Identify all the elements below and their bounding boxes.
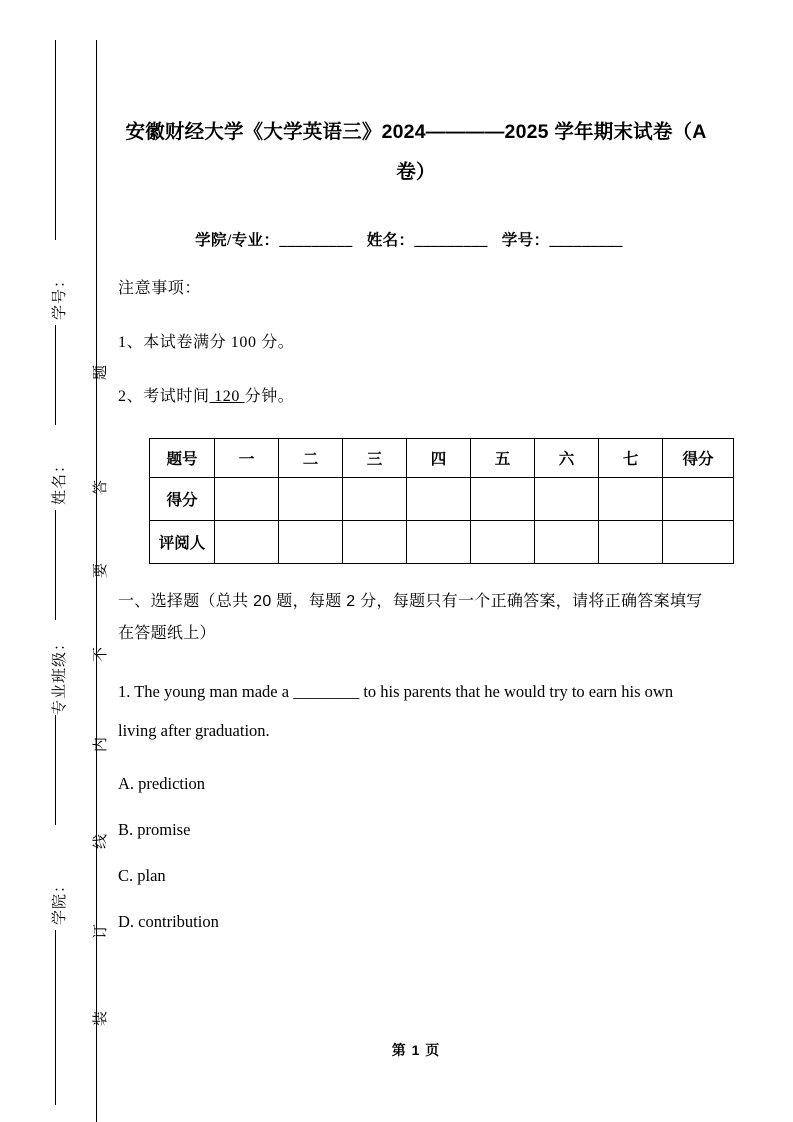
score-table-header-cell: 一 (215, 439, 279, 478)
table-row (150, 478, 734, 521)
question-1-option-c[interactable]: C. plan (118, 866, 166, 885)
seal-outer-rule-segment (55, 325, 56, 425)
score-table-header-cell: 七 (599, 439, 663, 478)
document-body (118, 0, 714, 1122)
student-id-field (502, 232, 623, 249)
table-row (150, 521, 734, 564)
note-item-2 (118, 382, 714, 412)
grader-cell[interactable] (215, 521, 279, 564)
college-major-field (195, 232, 353, 249)
question-1-option-d[interactable]: D. contribution (118, 912, 219, 931)
seal-char-zhuang: 装 (93, 1010, 109, 1026)
student-info-line (118, 228, 714, 250)
question-1-stem: 1. The young man made a ________ to his parents that he would try to earn his own living after graduation. (118, 682, 674, 740)
score-table-header-cell: 五 (471, 439, 535, 478)
seal-char-xian: 线 (93, 833, 109, 849)
question-1-option-a[interactable]: A. prediction (118, 774, 206, 793)
seal-char-nei: 内 (93, 736, 109, 752)
score-table-header-cell: 三 (343, 439, 407, 478)
grader-cell[interactable] (471, 521, 535, 564)
seal-char-yao: 要 (93, 562, 109, 578)
name-blank[interactable]: _________ (414, 232, 488, 249)
section-heading-multiple-choice: 一、选择题（总共 20 题，每题 2 分，每题只有一个正确答案，请将正确答案填写在答题纸上） (118, 593, 703, 642)
seal-outer-rule-segment (55, 510, 56, 620)
table-row (150, 439, 734, 478)
grader-cell[interactable] (599, 521, 663, 564)
score-cell[interactable] (343, 478, 407, 521)
grader-cell[interactable] (279, 521, 343, 564)
seal-char-bu: 不 (93, 646, 109, 662)
seal-inner-rule (96, 40, 97, 1122)
grader-cell[interactable] (343, 521, 407, 564)
score-cell[interactable] (471, 478, 535, 521)
score-cell[interactable] (279, 478, 343, 521)
name-label: 姓名： (366, 232, 415, 249)
note-item-2-suffix: 分钟。 (244, 388, 295, 405)
score-row-label: 得分 (150, 478, 215, 521)
score-table-container (118, 438, 714, 564)
score-cell[interactable] (599, 478, 663, 521)
score-table-header-cell: 得分 (663, 439, 734, 478)
seal-outer-rule-segment (55, 930, 56, 1105)
score-table-header-cell: 题号 (150, 439, 215, 478)
seal-char-ding: 订 (93, 923, 109, 939)
seal-label-name: 姓名： (52, 456, 68, 505)
grader-cell[interactable] (407, 521, 471, 564)
grader-cell[interactable] (663, 521, 734, 564)
score-table (149, 438, 734, 564)
exam-duration-value: 120 (209, 388, 245, 405)
note-item-1: 1、本试卷满分 100 分。 (118, 334, 295, 351)
question-1-option-b[interactable]: B. promise (118, 820, 191, 839)
seal-outer-rule-segment (55, 40, 56, 240)
college-major-label: 学院/专业： (195, 232, 280, 249)
score-cell[interactable] (407, 478, 471, 521)
seal-label-major-class: 专业班级： (52, 634, 68, 715)
note-item-2-prefix: 2、考试时间 (118, 388, 210, 405)
seal-label-student-id: 学号： (52, 271, 68, 320)
score-cell[interactable] (215, 478, 279, 521)
sealing-margin (0, 0, 118, 1122)
score-table-header-cell: 四 (407, 439, 471, 478)
seal-char-ti: 题 (93, 364, 109, 380)
page-title: 安徽财经大学《大学英语三》2024————2025 学年期末试卷（A 卷） (125, 121, 707, 183)
score-table-header-cell: 六 (535, 439, 599, 478)
score-row-label: 评阅人 (150, 521, 215, 564)
student-id-blank[interactable]: _________ (549, 232, 623, 249)
score-table-header-cell: 二 (279, 439, 343, 478)
grader-cell[interactable] (535, 521, 599, 564)
name-field (367, 232, 488, 249)
page-footer: 第 1 页 (391, 1042, 441, 1058)
seal-char-da: 答 (93, 479, 109, 495)
score-cell[interactable] (663, 478, 734, 521)
college-major-blank[interactable]: _________ (279, 232, 353, 249)
seal-outer-rule-segment (55, 715, 56, 825)
seal-label-college: 学院： (52, 876, 68, 925)
student-id-label: 学号： (501, 232, 550, 249)
notes-heading: 注意事项： (118, 280, 202, 297)
score-cell[interactable] (535, 478, 599, 521)
